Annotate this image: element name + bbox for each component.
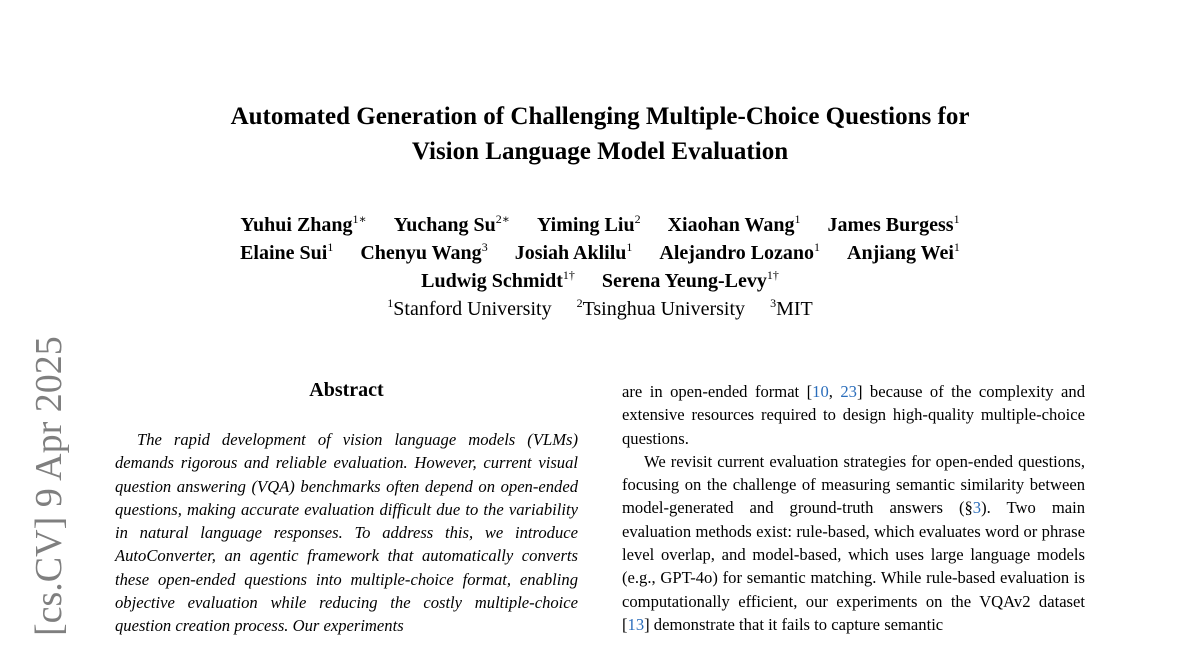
section-link[interactable]: 3 bbox=[972, 498, 982, 518]
author: Yuchang $Su^{2∗}$ bbox=[393, 212, 510, 236]
author: Elaine Sui$^1$ bbox=[240, 240, 334, 264]
paper-title bbox=[150, 99, 1050, 169]
author: Xiaohan Wang$^1$ bbox=[667, 212, 801, 236]
arxiv-stamp: [cs.CV] 9 Apr 2025 bbox=[28, 336, 70, 636]
abstract-text: The rapid development of vision language models (VLMs) demands rigorous and reliable evaluation. However, current visual question answering (VQA) benchmarks often depend on open-ended questions, making accurate evaluation difficult due to the variability in natural language responses. To address this, we introduce AutoConverter, an agentic framework that automatically converts these open-ended questions into multiple-choice format, enabling objective evaluation while reducing the costly multiple-choice question creation process. Our experiments bbox=[115, 430, 578, 636]
body-column-right bbox=[622, 380, 1085, 636]
author: Alejandro Lozano$^1$ bbox=[659, 240, 821, 264]
body-paragraph: We revisit current evaluation strategies for open-ended questions, focusing on the challenge of measuring semantic similarity between model-generated and ground-truth answers (§3). Two main evaluation methods exist: rule-based, which evaluates word or phrase level overlap, and model-based, which uses large language models (e.g., GPT-4o) for semantic matching. While rule-based evaluation is computationally efficient, our experiments on the VQAv2 dataset [13] demonstrate that it fails to capture semantic bbox=[622, 451, 1085, 634]
affiliations bbox=[150, 295, 1050, 323]
author: Serena Yeung-Levy$^{1\dagger}$ bbox=[601, 268, 779, 292]
citation-link[interactable]: 10 bbox=[812, 382, 829, 401]
author-block bbox=[150, 211, 1050, 323]
citation-link[interactable]: 13 bbox=[627, 614, 645, 634]
author: James Burgess$^1$ bbox=[827, 212, 960, 236]
author-row-1 bbox=[150, 211, 1050, 239]
author-row-2 bbox=[150, 239, 1050, 267]
affiliation: $^3$MIT bbox=[770, 296, 813, 320]
author-row-3 bbox=[150, 267, 1050, 295]
affiliation: $^1$Stanford University bbox=[387, 296, 552, 320]
author: Anjiang Wei$^1$ bbox=[847, 240, 960, 264]
author: Ludwig Schmidt$^{1\dagger}$ bbox=[421, 268, 575, 292]
affiliation: $^2$Tsinghua University bbox=[576, 296, 746, 320]
author: Yiming Liu$^2$ bbox=[536, 212, 641, 236]
citation-link[interactable]: 23 bbox=[840, 382, 857, 401]
title-line-1: Automated Generation of Challenging Multiple-Choice Questions for bbox=[230, 103, 970, 130]
author: Josiah Aklilu$^1$ bbox=[514, 240, 633, 264]
abstract-heading: Abstract bbox=[309, 379, 384, 401]
title-line-2: Vision Language Model Evaluation bbox=[411, 138, 789, 165]
body-paragraph: are in open-ended format [10, 23] because of the complexity and extensive resources required to design high-quality multiple-choice questions. bbox=[622, 382, 1085, 448]
author: Yuhui Zhang$^{1∗}$ bbox=[240, 212, 367, 236]
author: Chenyu Wang$^3$ bbox=[360, 240, 488, 264]
